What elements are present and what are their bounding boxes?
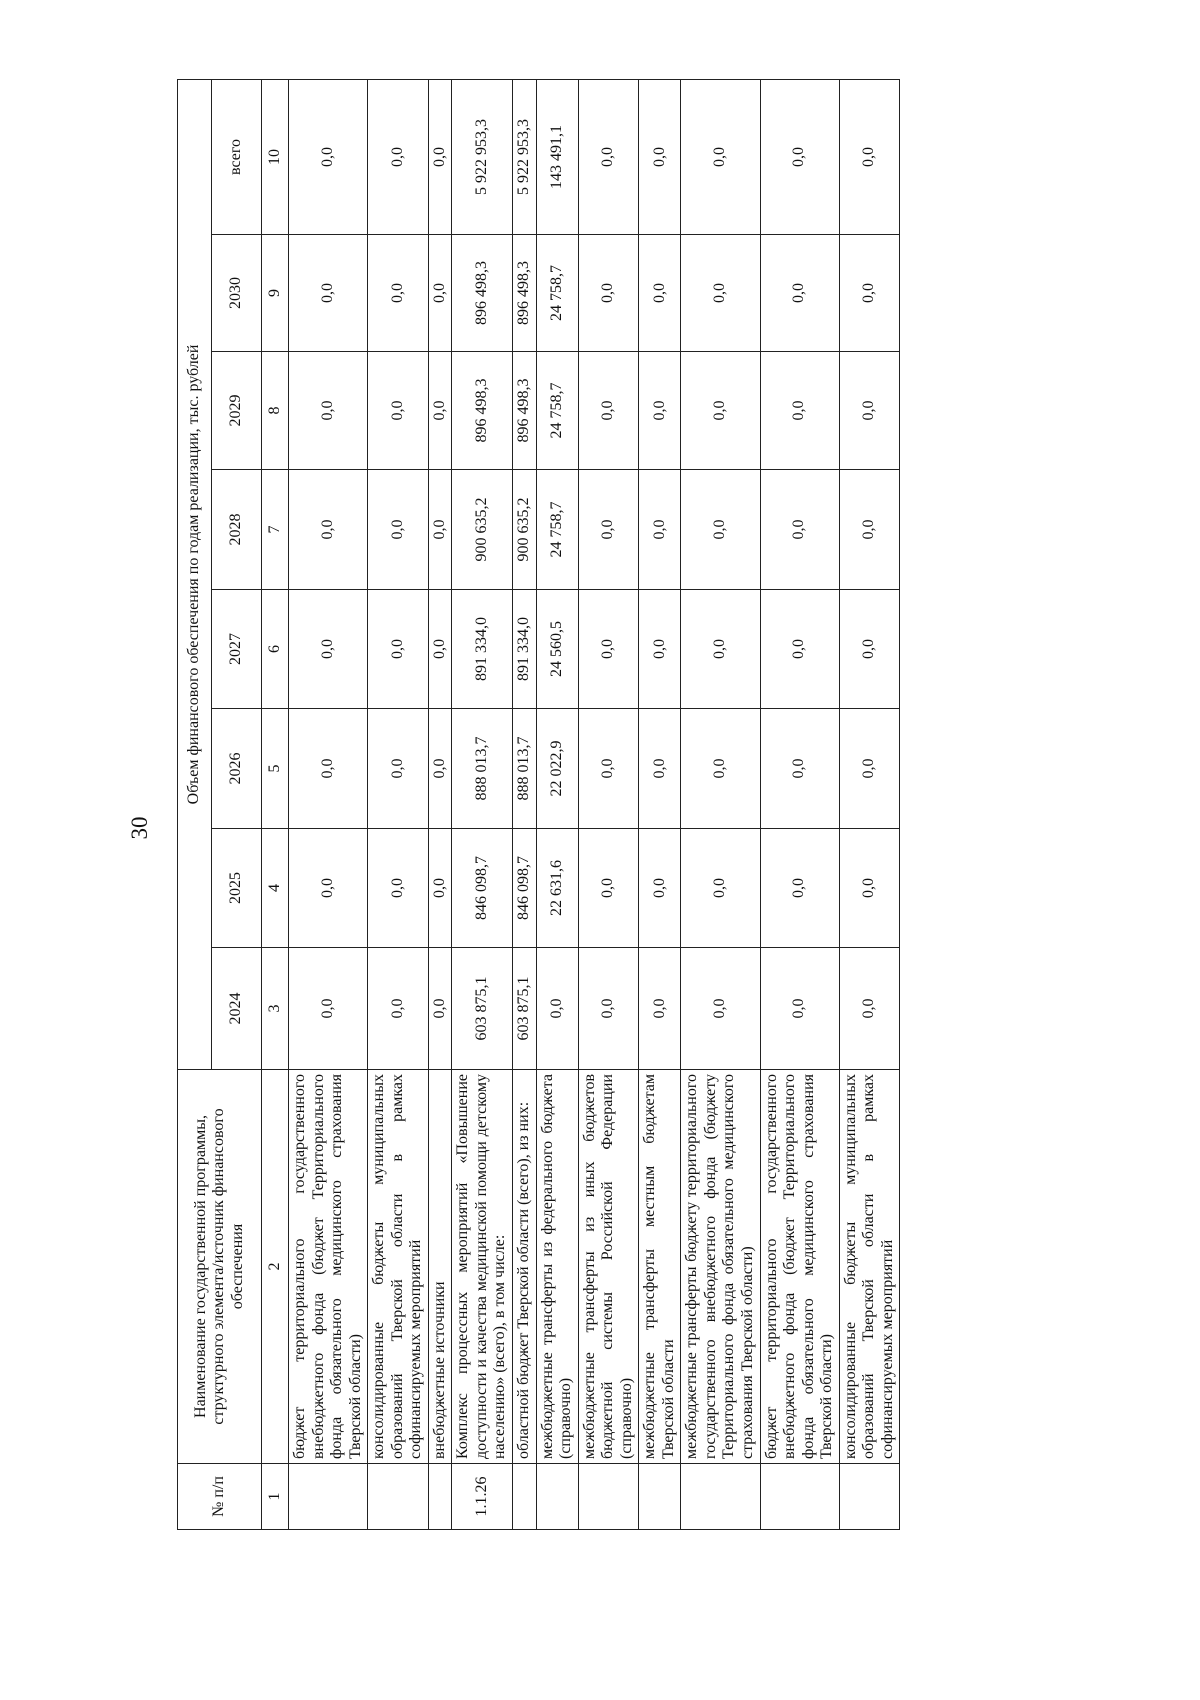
row-year-value: 0,0 xyxy=(368,590,429,709)
header-group: Объем финансового обеспечения по годам реализации, тыс. рублей xyxy=(178,79,212,1069)
row-number xyxy=(428,1464,452,1530)
table-row xyxy=(452,79,513,1529)
row-year-value: 0,0 xyxy=(578,352,639,470)
row-year-value: 0,0 xyxy=(289,590,368,709)
row-year-value: 896 498,3 xyxy=(513,235,537,352)
row-year-value: 0,0 xyxy=(760,590,839,709)
row-year-value: 0,0 xyxy=(681,590,760,709)
row-year-value: 22 022,9 xyxy=(536,709,578,829)
row-year-value: 0,0 xyxy=(368,470,429,590)
header-year: 2028 xyxy=(212,470,262,590)
row-year-value: 0,0 xyxy=(639,829,681,948)
column-number: 1 xyxy=(262,1464,289,1530)
header-year: 2029 xyxy=(212,352,262,470)
row-year-value: 888 013,7 xyxy=(513,709,537,829)
row-year-value: 24 758,7 xyxy=(536,470,578,590)
row-number: 1.1.26 xyxy=(452,1464,513,1530)
row-year-value: 0,0 xyxy=(289,470,368,590)
row-number xyxy=(681,1464,760,1530)
row-year-value: 0,0 xyxy=(681,470,760,590)
row-year-value: 0,0 xyxy=(639,352,681,470)
row-year-value: 22 631,6 xyxy=(536,829,578,948)
header-year: 2026 xyxy=(212,709,262,829)
row-total-value: 0,0 xyxy=(578,79,639,234)
column-number: 10 xyxy=(262,79,289,234)
table-row xyxy=(578,79,639,1529)
row-number xyxy=(536,1464,578,1530)
row-year-value: 0,0 xyxy=(681,829,760,948)
row-year-value: 0,0 xyxy=(428,590,452,709)
row-year-value: 896 498,3 xyxy=(452,352,513,470)
row-number xyxy=(289,1464,368,1530)
row-name: Комплекс процессных мероприятий «Повышение доступности и качества медицинской помощи детскому населению» (всего), в том числе: xyxy=(452,1070,513,1464)
row-year-value: 0,0 xyxy=(368,948,429,1070)
table-row xyxy=(536,79,578,1529)
column-number: 7 xyxy=(262,470,289,590)
budget-table xyxy=(177,79,900,1530)
row-year-value: 0,0 xyxy=(839,829,900,948)
page-number: 30 xyxy=(127,816,152,840)
row-number xyxy=(578,1464,639,1530)
row-year-value: 0,0 xyxy=(428,829,452,948)
row-total-value: 143 491,1 xyxy=(536,79,578,234)
table-row xyxy=(428,79,452,1529)
row-year-value: 846 098,7 xyxy=(513,829,537,948)
row-year-value: 0,0 xyxy=(428,235,452,352)
table-row xyxy=(681,79,760,1529)
row-year-value: 0,0 xyxy=(368,235,429,352)
row-year-value: 0,0 xyxy=(428,352,452,470)
row-year-value: 603 875,1 xyxy=(452,948,513,1070)
row-year-value: 0,0 xyxy=(289,352,368,470)
row-year-value: 0,0 xyxy=(839,709,900,829)
header-num: № п/п xyxy=(178,1464,262,1530)
row-year-value: 0,0 xyxy=(639,590,681,709)
row-total-value: 0,0 xyxy=(760,79,839,234)
row-year-value: 846 098,7 xyxy=(452,829,513,948)
row-number xyxy=(760,1464,839,1530)
column-number: 2 xyxy=(262,1070,289,1464)
row-year-value: 891 334,0 xyxy=(513,590,537,709)
row-year-value: 0,0 xyxy=(368,709,429,829)
row-year-value: 896 498,3 xyxy=(452,235,513,352)
row-year-value: 0,0 xyxy=(760,352,839,470)
row-year-value: 0,0 xyxy=(578,829,639,948)
header-year: 2025 xyxy=(212,829,262,948)
row-year-value: 0,0 xyxy=(760,470,839,590)
row-total-value: 5 922 953,3 xyxy=(452,79,513,234)
row-year-value: 0,0 xyxy=(578,948,639,1070)
row-year-value: 0,0 xyxy=(368,352,429,470)
row-year-value: 0,0 xyxy=(760,235,839,352)
row-total-value: 5 922 953,3 xyxy=(513,79,537,234)
row-name: бюджет территориального государственного внебюджетного фонда (бюджет Территориального фонда обязательного медицинского страхования Тверской области) xyxy=(760,1070,839,1464)
row-year-value: 0,0 xyxy=(839,352,900,470)
header-name: Наименование государственной программы, структурного элемента/источник финансового обеспечения xyxy=(178,1070,262,1464)
row-year-value: 0,0 xyxy=(760,709,839,829)
row-year-value: 0,0 xyxy=(578,709,639,829)
header-year: 2024 xyxy=(212,948,262,1070)
row-year-value: 0,0 xyxy=(681,235,760,352)
row-year-value: 0,0 xyxy=(681,709,760,829)
row-year-value: 0,0 xyxy=(578,235,639,352)
row-year-value: 0,0 xyxy=(639,235,681,352)
column-number: 4 xyxy=(262,829,289,948)
row-year-value: 0,0 xyxy=(578,470,639,590)
row-total-value: 0,0 xyxy=(428,79,452,234)
row-year-value: 0,0 xyxy=(536,948,578,1070)
rotated-document xyxy=(177,80,1057,1530)
row-name: межбюджетные трансферты из федерального бюджета (справочно) xyxy=(536,1070,578,1464)
column-number: 3 xyxy=(262,948,289,1070)
table-row xyxy=(639,79,681,1529)
row-name: бюджет территориального государственного внебюджетного фонда (бюджет Территориального фонда обязательного медицинского страхования Тверской области) xyxy=(289,1070,368,1464)
column-number: 9 xyxy=(262,235,289,352)
row-year-value: 0,0 xyxy=(368,829,429,948)
row-year-value: 0,0 xyxy=(839,590,900,709)
row-year-value: 0,0 xyxy=(289,948,368,1070)
row-total-value: 0,0 xyxy=(681,79,760,234)
row-year-value: 0,0 xyxy=(428,709,452,829)
row-name: межбюджетные трансферты бюджету территориального государственного внебюджетного фонда (бюджету Территориального фонда обязательного медицинского страхования Тверской области) xyxy=(681,1070,760,1464)
row-year-value: 0,0 xyxy=(839,235,900,352)
table-row xyxy=(839,79,900,1529)
row-year-value: 0,0 xyxy=(839,948,900,1070)
row-year-value: 0,0 xyxy=(760,829,839,948)
row-number xyxy=(839,1464,900,1530)
row-year-value: 0,0 xyxy=(578,590,639,709)
row-year-value: 900 635,2 xyxy=(452,470,513,590)
row-name: межбюджетные трансферты из иных бюджетов бюджетной системы Российской Федерации (справочно) xyxy=(578,1070,639,1464)
row-total-value: 0,0 xyxy=(639,79,681,234)
row-name: внебюджетные источники xyxy=(428,1070,452,1464)
row-name: консолидированные бюджеты муниципальных образований Тверской области в рамках софинансируемых мероприятий xyxy=(839,1070,900,1464)
row-year-value: 0,0 xyxy=(839,470,900,590)
row-number xyxy=(513,1464,537,1530)
column-number: 5 xyxy=(262,709,289,829)
row-name: межбюджетные трансферты местным бюджетам Тверской области xyxy=(639,1070,681,1464)
table-row xyxy=(368,79,429,1529)
row-year-value: 603 875,1 xyxy=(513,948,537,1070)
column-number: 6 xyxy=(262,590,289,709)
table-row xyxy=(289,79,368,1529)
row-total-value: 0,0 xyxy=(368,79,429,234)
row-name: областной бюджет Тверской области (всего), из них: xyxy=(513,1070,537,1464)
column-number-row xyxy=(262,79,289,1529)
header-year: 2030 xyxy=(212,235,262,352)
row-year-value: 0,0 xyxy=(639,470,681,590)
row-total-value: 0,0 xyxy=(839,79,900,234)
row-year-value: 24 758,7 xyxy=(536,352,578,470)
header-year: 2027 xyxy=(212,590,262,709)
row-year-value: 24 758,7 xyxy=(536,235,578,352)
row-name: консолидированные бюджеты муниципальных образований Тверской области в рамках софинансируемых мероприятий xyxy=(368,1070,429,1464)
row-number xyxy=(368,1464,429,1530)
row-year-value: 24 560,5 xyxy=(536,590,578,709)
row-year-value: 0,0 xyxy=(428,948,452,1070)
row-number xyxy=(639,1464,681,1530)
row-year-value: 896 498,3 xyxy=(513,352,537,470)
row-year-value: 900 635,2 xyxy=(513,470,537,590)
row-year-value: 0,0 xyxy=(289,829,368,948)
column-number: 8 xyxy=(262,352,289,470)
table-row xyxy=(513,79,537,1529)
row-year-value: 0,0 xyxy=(681,352,760,470)
row-year-value: 0,0 xyxy=(289,235,368,352)
row-year-value: 888 013,7 xyxy=(452,709,513,829)
header-total: всего xyxy=(212,79,262,234)
row-year-value: 0,0 xyxy=(428,470,452,590)
row-year-value: 0,0 xyxy=(289,709,368,829)
row-total-value: 0,0 xyxy=(289,79,368,234)
row-year-value: 0,0 xyxy=(639,709,681,829)
row-year-value: 891 334,0 xyxy=(452,590,513,709)
row-year-value: 0,0 xyxy=(681,948,760,1070)
row-year-value: 0,0 xyxy=(760,948,839,1070)
table-row xyxy=(760,79,839,1529)
row-year-value: 0,0 xyxy=(639,948,681,1070)
